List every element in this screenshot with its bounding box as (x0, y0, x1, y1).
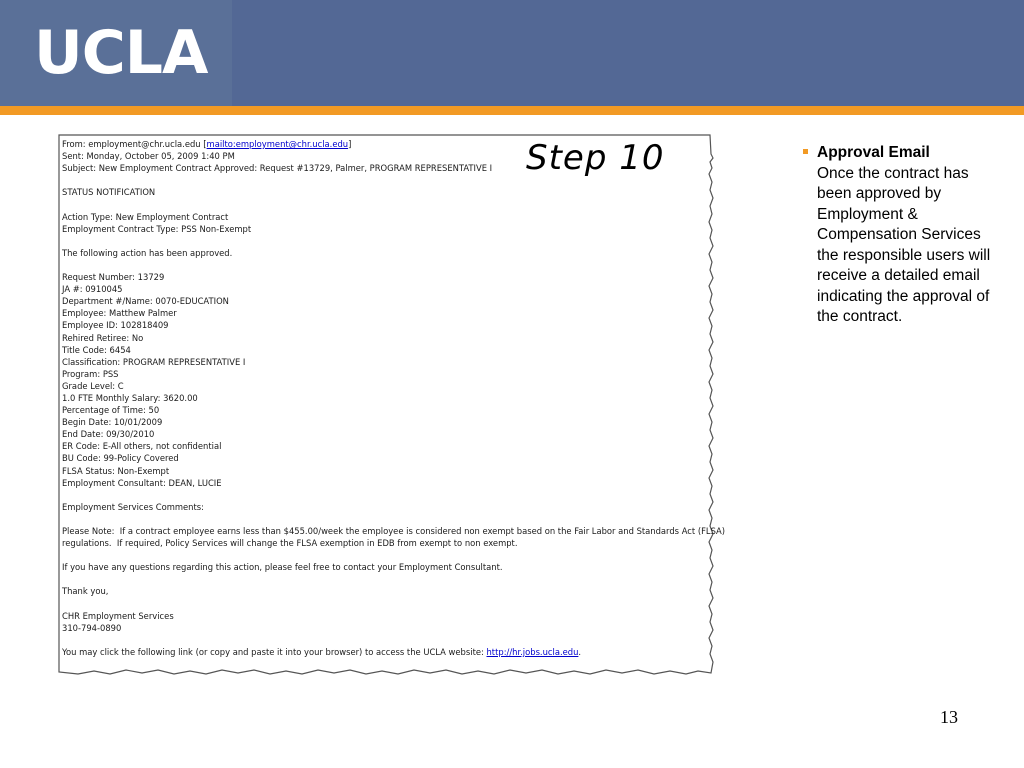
email-line: BU Code: 99-Policy Covered (62, 453, 179, 464)
email-line (62, 513, 702, 525)
email-line (62, 634, 702, 646)
email-body (62, 138, 726, 658)
email-line: Employment Consultant: DEAN, LUCIE (62, 477, 222, 488)
email-line: Percentage of Time: 50 (62, 405, 160, 416)
page-number: 13 (940, 707, 958, 727)
email-line: Employee ID: 102818409 (62, 320, 169, 331)
logo-panel (0, 0, 232, 106)
email-line: Request Number: 13729 (62, 272, 165, 283)
email-link[interactable]: mailto:employment@chr.ucla.edu (206, 139, 349, 149)
email-line (62, 573, 702, 585)
email-line (62, 549, 702, 561)
header-banner (0, 0, 1024, 106)
email-line: CHR Employment Services (62, 610, 174, 621)
email-line: Employment Services Comments: (62, 501, 204, 512)
accent-bar (0, 106, 1024, 115)
email-line: Subject: New Employment Contract Approved: Request #13729, Palmer, PROGRAM REPRESENTATIVE I (62, 163, 493, 174)
bullet-point (803, 143, 993, 328)
email-link[interactable]: http://hr.jobs.ucla.edu (486, 646, 579, 657)
email-line: Thank you, (62, 586, 109, 597)
ucla-logo: UCLA (34, 18, 208, 88)
email-line: ER Code: E-All others, not confidential (62, 441, 222, 452)
email-line: FLSA Status: Non-Exempt (62, 465, 170, 476)
email-line: 1.0 FTE Monthly Salary: 3620.00 (62, 392, 198, 403)
email-line (62, 259, 702, 271)
email-line: Employee: Matthew Palmer (62, 308, 177, 319)
email-line (62, 489, 702, 501)
email-line: The following action has been approved. (62, 247, 233, 258)
email-line-text: You may click the following link (or copy and paste it into your browser) to access the UCLA website: (62, 646, 487, 657)
email-line (62, 235, 702, 247)
email-line (62, 198, 702, 210)
email-line: Action Type: New Employment Contract (62, 211, 229, 222)
email-screenshot (58, 134, 726, 675)
email-line-text: ] (348, 139, 352, 149)
email-line: Program: PSS (62, 368, 119, 379)
email-line: JA #: 0910045 (62, 284, 123, 295)
email-line: STATUS NOTIFICATION (62, 187, 156, 198)
email-line: If you have any questions regarding this action, please feel free to contact your Employment Consultant. (62, 562, 503, 573)
email-line-text: . (578, 646, 582, 657)
bullet-text: Once the contract has been approved by Employment & Compensation Services the responsible users will receive a detailed email indicating the approval of the contract. (817, 164, 991, 325)
email-line (62, 646, 702, 658)
email-line: Employment Contract Type: PSS Non-Exempt (62, 223, 252, 234)
email-line (62, 598, 702, 610)
email-line: Begin Date: 10/01/2009 (62, 417, 163, 428)
step-label: Step 10 (526, 138, 665, 178)
email-line: Rehired Retiree: No (62, 332, 144, 343)
email-line: Classification: PROGRAM REPRESENTATIVE I (62, 356, 246, 367)
email-line: Sent: Monday, October 05, 2009 1:40 PM (62, 151, 235, 162)
email-line: Title Code: 6454 (62, 344, 131, 355)
email-line: Grade Level: C (62, 380, 124, 391)
email-line: Please Note: If a contract employee earns less than $455.00/week the employee is considered non exempt based on the Fair Labor and Standards Act (FLSA) (62, 526, 726, 536)
email-line: 310-794-0890 (62, 622, 122, 633)
bullet-title: Approval Email (817, 144, 930, 161)
bullet-content (817, 143, 993, 328)
bullet-square-icon (803, 149, 808, 154)
email-line: Department #/Name: 0070-EDUCATION (62, 296, 229, 307)
email-line: regulations. If required, Policy Services will change the FLSA exemption in EDB from exempt to non exempt. (62, 538, 518, 549)
email-line-text: From: employment@chr.ucla.edu [ (62, 139, 207, 149)
email-line: End Date: 09/30/2010 (62, 429, 155, 440)
